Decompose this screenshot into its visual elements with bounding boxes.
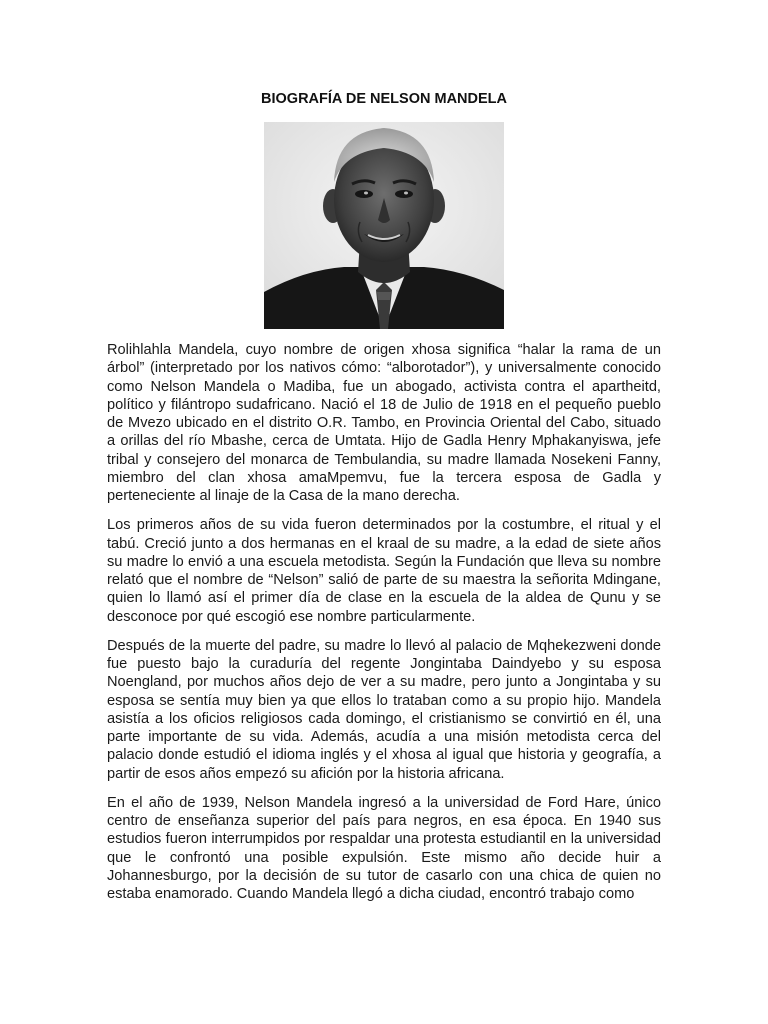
paragraph: Los primeros años de su vida fueron determinados por la costumbre, el ritual y el tabú. Creció junto a dos hermanas en el kraal de su madre, a la edad de siete años su madre lo envió a una escuela metodista. Según la Fundación que lleva su nombre relató que el nombre de “Nelson” salió de parte de su maestra la señorita Mdingane, quien lo llamó así el primer día de clase en la escuela de la aldea de Qunu y se desconoce por qué escogió ese nombre particularmente. <box>107 517 661 625</box>
biography-text <box>107 341 661 914</box>
paragraph: En el año de 1939, Nelson Mandela ingresó a la universidad de Ford Hare, único centro de enseñanza superior del país para negros, en esa época. En 1940 sus estudios fueron interrumpidos por respaldar una protesta estudiantil en la universidad que le confrontó una posible expulsión. Este mismo año decide huir a Johannesburgo, por la decisión de su tutor de casarlo con una chica de quien no estaba enamorado. Cuando Mandela llegó a dicha ciudad, encontró trabajo como <box>107 794 661 902</box>
document-title: BIOGRAFÍA DE NELSON MANDELA <box>261 91 507 107</box>
portrait-image <box>264 122 504 329</box>
paragraph: Rolihlahla Mandela, cuyo nombre de origen xhosa significa “halar la rama de un árbol” (interpretado por los nativos cómo: “alborotador”), y universalmente conocido como Nelson Mandela o Madiba, fue un abogado, activista contra el apartheitd, político y filántropo sudafricano. Nació el 18 de Julio de 1918 en el pequeño pueblo de Mvezo ubicado en el distrito O.R. Tambo, en Provincia Oriental del Cabo, situado a orillas del río Mbashe, cerca de Umtata. Hijo de Gadla Henry Mphakanyiswa, jefe tribal y consejero del monarca de Tembulandia, su madre llamada Nosekeni Fanny, miembro del clan xhosa amaMpemvu, fue la tercera esposa de Gadla y perteneciente al linaje de la Casa de la mano derecha. <box>107 342 661 504</box>
portrait-photo <box>264 122 504 329</box>
paragraph: Después de la muerte del padre, su madre lo llevó al palacio de Mqhekezweni donde fue puesto bajo la curaduría del regente Jongintaba Daindyebo y su esposa Noengland, por muchos años dejo de ver a su madre, pero junto a Jongintaba y su esposa se sentía muy bien ya que ellos lo trataban como a su propio hijo. Mandela asistía a los oficios religiosos cada domingo, el cristianismo se convirtió en él, una parte importante de su vida. Además, acudía a una misión metodista cerca del palacio donde estudió el idioma inglés y el xhosa al igual que historia y geografía, a partir de esos años empezó su afición por la historia africana. <box>107 637 661 782</box>
